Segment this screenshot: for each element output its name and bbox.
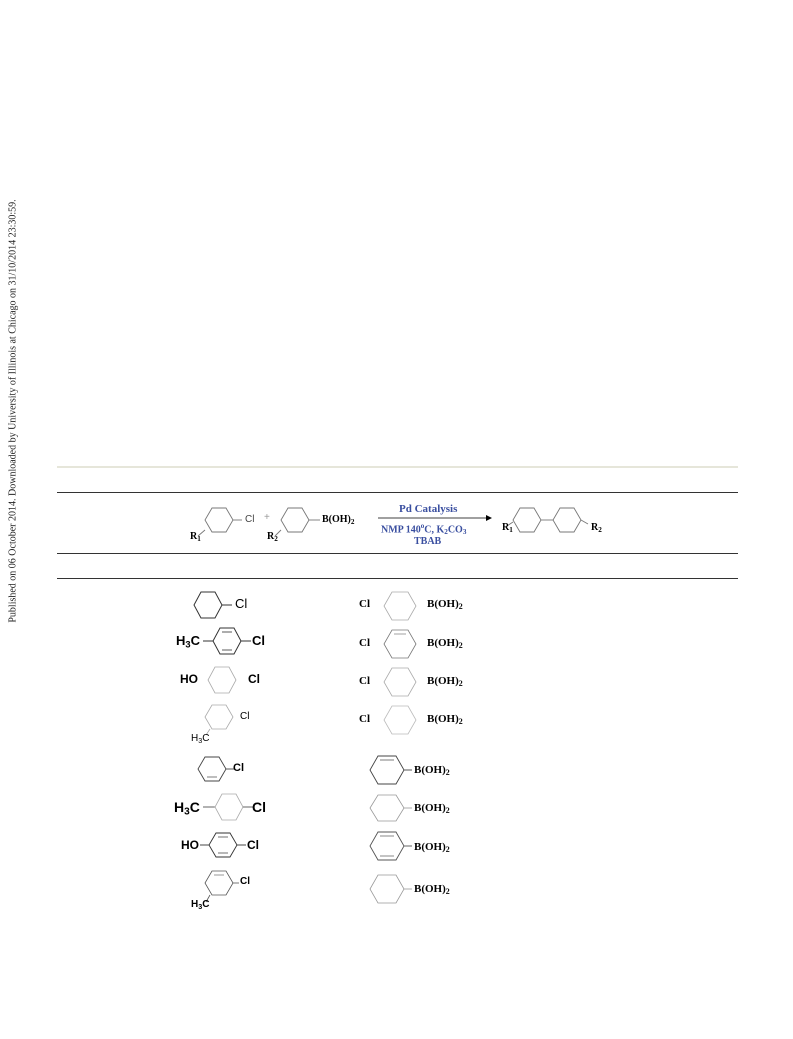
- chlorobenzene-structure: [196, 755, 236, 785]
- boronic-ring: [382, 590, 422, 622]
- scheme-plus: +: [264, 512, 270, 523]
- table-row: [0, 754, 793, 790]
- boronic-label: $B(OH)_2$: [414, 764, 450, 777]
- boronic-ring: [382, 704, 422, 736]
- boronic-label: $B(OH)_2$: [414, 883, 450, 896]
- scheme-catalyst: Pd Catalysis: [399, 503, 458, 515]
- table-row: [0, 792, 793, 828]
- chlorobenzene-structure: [190, 590, 234, 620]
- ortho-tolyl-ring: [203, 703, 239, 737]
- boronic-ring: [368, 830, 412, 864]
- chlorophenol-structure: [200, 831, 248, 863]
- scheme-product-r2: $R_2$: [591, 522, 602, 534]
- table-row: [0, 702, 793, 746]
- boronic-ring: [382, 666, 422, 698]
- scheme-conditions: NMP 140$^o$C, $K_2CO_3$: [381, 522, 467, 537]
- left-cl: Cl: [252, 799, 266, 815]
- download-watermark: [2, 186, 24, 636]
- scheme-additive: TBAB: [414, 536, 442, 547]
- scheme-product-r1: $R_1$: [502, 522, 513, 534]
- boronic-label: $B(OH)_2$: [414, 802, 450, 815]
- tolyl-chloride-structure: [203, 626, 253, 658]
- table-row: [0, 588, 793, 624]
- boronic-label: $B(OH)_2$: [427, 713, 463, 726]
- table-rule-header-bottom: [57, 578, 738, 579]
- right-cl: Cl: [359, 675, 370, 687]
- table-row: [0, 626, 793, 662]
- left-cl: Cl: [248, 672, 260, 686]
- left-cl: Cl: [252, 633, 265, 648]
- scheme-r2: $R_2$: [267, 531, 278, 543]
- boronic-ring: [368, 873, 412, 907]
- left-hydroxy: HO: [180, 672, 198, 686]
- boronic-label: $B(OH)_2$: [427, 598, 463, 611]
- right-cl: Cl: [359, 598, 370, 610]
- left-methyl: $H_3C$: [191, 733, 210, 745]
- reaction-scheme: [170, 498, 630, 552]
- left-hydroxy: HO: [181, 838, 199, 852]
- boronic-label: $B(OH)_2$: [414, 841, 450, 854]
- right-cl: Cl: [359, 713, 370, 725]
- boronic-ring: [382, 628, 422, 660]
- table-rule-top: [57, 492, 738, 493]
- tolyl-chloride-structure: [203, 792, 255, 824]
- left-methyl: $H_3C$: [174, 799, 200, 818]
- left-cl: Cl: [235, 596, 248, 611]
- top-divider: [57, 466, 738, 468]
- scheme-boronic: $B(OH)_2$: [322, 514, 355, 526]
- scheme-cl: Cl: [245, 514, 255, 525]
- scheme-r1: $R_1$: [190, 531, 201, 543]
- boronic-ring: [368, 754, 412, 788]
- boronic-label: $B(OH)_2$: [427, 637, 463, 650]
- chlorophenol-ring: [206, 665, 240, 697]
- left-methyl: $H_3C$: [176, 633, 200, 650]
- boronic-ring: [368, 793, 412, 825]
- left-cl: Cl: [247, 838, 259, 852]
- left-cl: Cl: [240, 876, 250, 887]
- left-cl: Cl: [233, 762, 244, 774]
- table-rule-mid: [57, 553, 738, 554]
- left-methyl: $H_3C$: [191, 899, 210, 911]
- table-row: [0, 830, 793, 866]
- right-cl: Cl: [359, 637, 370, 649]
- watermark-text: Published on 06 October 2014. Downloaded by University of Illinois at Chicago on 31/10/2014 23:30:59.: [7, 199, 19, 623]
- boronic-label: $B(OH)_2$: [427, 675, 463, 688]
- left-cl: Cl: [240, 711, 250, 722]
- table-row: [0, 868, 793, 914]
- table-row: [0, 664, 793, 700]
